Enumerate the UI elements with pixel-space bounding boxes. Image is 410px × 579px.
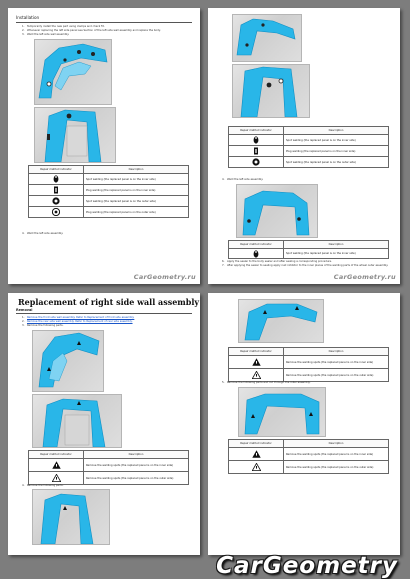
weld-diagram-middle bbox=[34, 107, 116, 163]
step-link-1[interactable]: Remove the front side wall assembly. Refer to Replacement of front side assembly. bbox=[27, 316, 135, 319]
col-header-description: Description bbox=[84, 451, 189, 459]
table-row: Remove the welding spots (the replaced panel is on the outer side) bbox=[229, 369, 389, 382]
col-header-description: Description bbox=[284, 440, 389, 448]
section-title: Installation bbox=[16, 15, 40, 20]
door-frame-illustration bbox=[239, 388, 325, 436]
section-subtitle: Removal bbox=[16, 308, 33, 312]
weld-diagram-top bbox=[34, 39, 112, 105]
repair-method-table-1 bbox=[228, 126, 389, 168]
col-header-indicator: Repair method indicator bbox=[29, 451, 84, 459]
repair-method-table bbox=[28, 165, 189, 218]
document-page-4 bbox=[208, 293, 400, 555]
step-1: 1. Remove the front side wall assembly. Refer to Replacement of front side assembly. bbox=[22, 316, 135, 319]
col-header-description: Description bbox=[84, 166, 189, 174]
col-header-description: Description bbox=[284, 241, 389, 249]
drill-remove-icon bbox=[252, 450, 261, 458]
step-2: 2. Remove the rear side wall assembly. Refer to Replacement of rear side assembly. bbox=[22, 320, 133, 323]
end-step-1: 6. Apply the sealer to the body sealer and after sealing a corresponding procedure. bbox=[222, 260, 332, 263]
table-row: Remove the welding spots (the replaced panel is on the inner side) bbox=[29, 459, 189, 472]
drill-remove-outer-icon bbox=[252, 371, 261, 379]
removal-diagram-bottom bbox=[238, 387, 326, 437]
repair-method-table bbox=[28, 450, 189, 485]
col-header-indicator: Repair method indicator bbox=[229, 348, 284, 356]
removal-diagram-top bbox=[238, 299, 324, 343]
mid-note: 4. Weld the left side assembly. bbox=[222, 178, 264, 181]
col-header-indicator: Repair method indicator bbox=[229, 241, 284, 249]
step-1: 1. Temporarily install the new part using clamps and check fit. bbox=[22, 25, 105, 28]
weld-diagram-top bbox=[232, 14, 302, 62]
plug-weld-outer-icon bbox=[52, 208, 60, 216]
after-note: 4. Weld the left side assembly. bbox=[22, 232, 64, 235]
repair-method-table-2 bbox=[228, 240, 389, 259]
repair-method-table-2 bbox=[228, 439, 389, 474]
col-header-indicator: Repair method indicator bbox=[29, 166, 84, 174]
table-row: Plug welding (the replaced panel is on the inner side) bbox=[29, 185, 189, 196]
step-link-2[interactable]: Remove the rear side wall assembly. Refer to Replacement of rear side assembly. bbox=[27, 320, 133, 323]
step-3: 3. Remove the following parts. bbox=[22, 324, 64, 327]
spot-weld-icon bbox=[252, 250, 260, 258]
document-page-2 bbox=[208, 8, 400, 284]
mid-note: 5. Remove the following parts and cut through the roller assembly. bbox=[222, 381, 311, 384]
table-row: Spot welding (the replaced panel is on the inner side) bbox=[29, 174, 189, 185]
drill-remove-icon bbox=[252, 358, 261, 366]
col-header-description: Description bbox=[284, 127, 389, 135]
after-note: 4. Remove the following parts. bbox=[22, 484, 64, 487]
table-row: Remove the welding spots (the replaced panel is on the inner side) bbox=[229, 448, 389, 461]
table-row: Spot welding (the replaced panel is on the inner side) bbox=[229, 135, 389, 146]
b-pillar-illustration bbox=[233, 65, 309, 117]
col-header-indicator: Repair method indicator bbox=[229, 127, 284, 135]
table-row: Remove the welding spots (the replaced panel is on the outer side) bbox=[29, 472, 189, 485]
title-rule bbox=[16, 313, 192, 314]
removal-diagram-top bbox=[32, 330, 104, 392]
roof-rail-illustration bbox=[239, 300, 323, 342]
drill-remove-icon bbox=[52, 461, 61, 469]
watermark: CarGeometry.ru bbox=[133, 273, 196, 281]
document-page-3 bbox=[8, 293, 200, 555]
end-step-2: 7. After applying the sealer to sealing apply rust inhibitor to the inner places of the welding parts of the wheel outer assembly. bbox=[222, 264, 389, 267]
table-row: Plug welding (the replaced panel is on the inner side) bbox=[229, 146, 389, 157]
door-frame-illustration bbox=[237, 185, 317, 237]
pillar-illustration bbox=[33, 395, 121, 447]
drill-remove-outer-icon bbox=[252, 463, 261, 471]
rocker-illustration bbox=[33, 490, 109, 544]
col-header-indicator: Repair method indicator bbox=[229, 440, 284, 448]
cargeometry-logo: CarGeometry bbox=[216, 553, 398, 579]
weld-diagram-bottom bbox=[236, 184, 318, 238]
col-header-description: Description bbox=[284, 348, 389, 356]
spot-weld-icon bbox=[52, 175, 60, 183]
page-title: Replacement of right side wall assembly bbox=[18, 297, 200, 307]
step-2: 2. Whenever replacing the left side panel see Section of the left side wall assembly and replace the body. bbox=[22, 29, 161, 32]
weld-diagram-middle bbox=[232, 64, 310, 118]
table-row: Spot welding (the replaced panel is on the outer side) bbox=[229, 157, 389, 168]
pillar-illustration bbox=[35, 108, 115, 162]
spot-weld-icon bbox=[252, 136, 260, 144]
step-3: 3. Weld the left side wall assembly. bbox=[22, 33, 70, 36]
table-row: Remove the welding spots (the replaced panel is on the outer side) bbox=[229, 461, 389, 474]
side-wall-illustration bbox=[35, 40, 111, 104]
removal-diagram-bottom bbox=[32, 489, 110, 545]
table-row: Remove the welding spots (the replaced panel is on the inner side) bbox=[229, 356, 389, 369]
table-row: Plug welding (the replaced panel is on the outer side) bbox=[29, 207, 189, 218]
repair-method-table-1 bbox=[228, 347, 389, 382]
watermark: CarGeometry.ru bbox=[333, 273, 396, 281]
table-row: Spot welding (the replaced panel is on the inner side) bbox=[229, 249, 389, 259]
document-page-1 bbox=[8, 8, 200, 284]
table-row: Spot welding (the replaced panel is on the outer side) bbox=[29, 196, 189, 207]
spot-weld-outer-icon bbox=[252, 158, 260, 166]
side-wall-illustration bbox=[33, 331, 103, 391]
spot-weld-outer-icon bbox=[52, 197, 60, 205]
drill-remove-outer-icon bbox=[52, 474, 61, 482]
plug-weld-icon bbox=[252, 147, 260, 155]
plug-weld-icon bbox=[52, 186, 60, 194]
title-rule bbox=[16, 22, 192, 23]
removal-diagram-middle bbox=[32, 394, 122, 448]
roof-rail-illustration bbox=[233, 15, 301, 61]
